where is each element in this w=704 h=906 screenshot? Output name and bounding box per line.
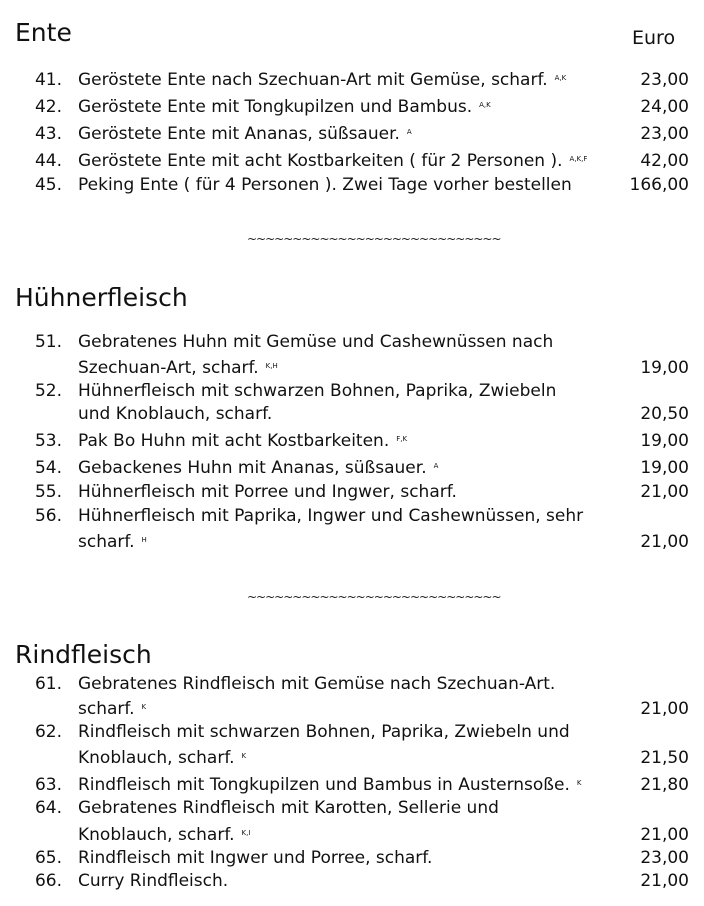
item-price: 20,50 [640,404,689,424]
allergen-codes: A,K [554,74,567,82]
item-price: 23,00 [640,124,689,144]
item-price: 19,00 [640,358,689,378]
item-description-continued: scharf. $^H$ [78,532,147,552]
item-description-continued: Szechuan-Art, scharf. $^{K,H}$ [78,358,278,378]
item-price: 21,00 [640,532,689,552]
allergen-codes: K [241,752,247,760]
allergen-codes: K [576,779,582,787]
allergen-codes: K,H [265,362,278,370]
item-number: 51. [34,332,62,352]
section-title-huehnerfleisch: Hühnerfleisch [15,283,188,312]
item-price: 19,00 [640,431,689,451]
allergen-codes: H [141,536,147,544]
item-number: 55. [34,482,62,502]
item-description: Pak Bo Huhn mit acht Kostbarkeiten. $^{F,K}$ [78,431,408,451]
section-divider: ~~~~~~~~~~~~~~~~~~~~~~~~~~~~ [247,590,501,604]
item-description: Geröstete Ente mit Ananas, süßsauer. $^A$ [78,124,412,144]
item-number: 56. [34,506,62,526]
item-description: Curry Rindfleisch. [78,871,229,891]
item-number: 42. [34,97,62,117]
section-title-ente: Ente [15,18,72,47]
item-description: Geröstete Ente nach Szechuan-Art mit Gemüse, scharf. $^{A,K}$ [78,70,567,90]
allergen-codes: A,K [479,101,491,109]
item-number: 64. [34,798,62,818]
item-description: Gebratenes Rindfleisch mit Gemüse nach Szechuan-Art. [78,674,556,694]
item-description: Rindfleisch mit Ingwer und Porree, scharf. [78,848,433,868]
item-description: Gebratenes Rindfleisch mit Karotten, Sellerie und [78,798,499,818]
item-number: 61. [34,674,62,694]
item-number: 44. [34,151,62,171]
item-number: 65. [34,848,62,868]
currency-label: Euro [632,27,676,49]
item-price: 23,00 [640,848,689,868]
item-number: 66. [34,871,62,891]
allergen-codes: F,K [396,435,408,443]
allergen-codes: A [433,462,439,470]
allergen-codes: A [406,128,412,136]
item-price: 23,00 [640,70,689,90]
item-description: Hühnerfleisch mit schwarzen Bohnen, Paprika, Zwiebeln [78,381,557,401]
item-price: 21,00 [640,825,689,845]
section-title-rindfleisch: Rindfleisch [15,640,152,669]
item-number: 54. [34,458,62,478]
item-description: Rindfleisch mit schwarzen Bohnen, Paprika, Zwiebeln und [78,722,570,742]
item-description-continued: und Knoblauch, scharf. [78,404,273,424]
item-description: Peking Ente ( für 4 Personen ). Zwei Tage vorher bestellen [78,175,572,195]
item-price: 21,00 [640,482,689,502]
item-number: 52. [34,381,62,401]
item-description: Gebratenes Huhn mit Gemüse und Cashewnüssen nach [78,332,554,352]
section-divider: ~~~~~~~~~~~~~~~~~~~~~~~~~~~~ [247,232,501,246]
item-description: Gebackenes Huhn mit Ananas, süßsauer. $^A$ [78,458,439,478]
item-price: 21,50 [640,748,689,768]
item-price: 19,00 [640,458,689,478]
item-description-continued: Knoblauch, scharf. $^{K,I}$ [78,825,251,845]
item-price: 21,00 [640,871,689,891]
item-number: 43. [34,124,62,144]
item-price: 24,00 [640,97,689,117]
item-number: 41. [34,70,62,90]
allergen-codes: K,I [241,829,251,837]
item-description: Hühnerfleisch mit Porree und Ingwer, scharf. [78,482,457,502]
item-description: Hühnerfleisch mit Paprika, Ingwer und Cashewnüssen, sehr [78,506,584,526]
item-price: 42,00 [640,151,689,171]
item-number: 62. [34,722,62,742]
item-description-continued: scharf. $^K$ [78,699,147,719]
allergen-codes: K [141,703,147,711]
item-description: Geröstete Ente mit Tongkupilzen und Bambus. $^{A,K}$ [78,97,491,117]
item-price: 166,00 [629,175,689,195]
item-description-continued: Knoblauch, scharf. $^K$ [78,748,247,768]
item-description: Rindfleisch mit Tongkupilzen und Bambus in Austernsoße. $^K$ [78,775,582,795]
item-number: 63. [34,775,62,795]
item-number: 45. [34,175,62,195]
item-price: 21,80 [640,775,689,795]
allergen-codes: A,K,F [569,155,588,163]
item-description: Geröstete Ente mit acht Kostbarkeiten ( für 2 Personen ). $^{A,K,F}$ [78,151,588,171]
item-number: 53. [34,431,62,451]
item-price: 21,00 [640,699,689,719]
